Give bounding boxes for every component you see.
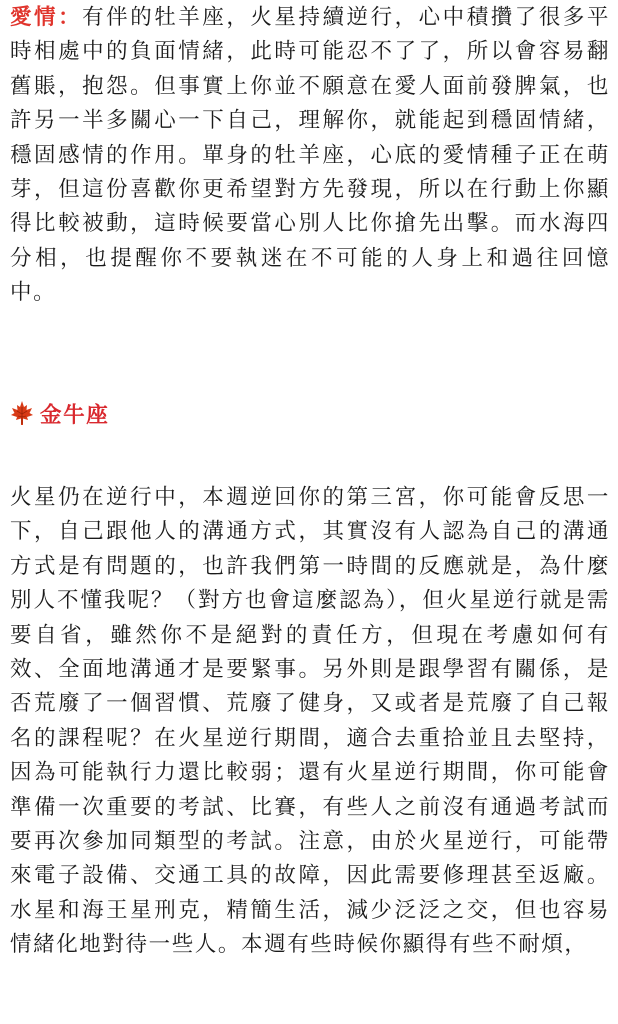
taurus-section-header xyxy=(8,393,109,433)
love-text: 有伴的牡羊座，火星持續逆行，心中積攢了很多平時相處中的負面情緒，此時可能忍不了了，所以會容易翻舊賬，抱怨。但事實上你並不願意在愛人面前發脾氣，也許另一半多關心一下自己，理解你，就能起到穩固情緒，穩固感情的作用。單身的牡羊座，心底的愛情種子正在萌芽，但這份喜歡你更希望對方先發現，所以在行動上你顯得比較被動，這時候要當心別人比你搶先出擊。而水海四分相，也提醒你不要執迷在不可能的人身上和過往回憶中。 xyxy=(10,5,611,306)
love-paragraph xyxy=(10,1,610,311)
maple-leaf-icon xyxy=(8,399,36,427)
taurus-paragraph: 火星仍在逆行中，本週逆回你的第三宮，你可能會反思一下，自己跟他人的溝通方式，其實沒有人認為自己的溝通方式是有問題的，也許我們第一時間的反應就是，為什麼別人不懂我呢？（對方也會這麼認為），但火星逆行就是需要自省，雖然你不是絕對的責任方，但現在考慮如何有效、全面地溝通才是要緊事。另外則是跟學習有關係，是否荒廢了一個習慣、荒廢了健身，又或者是荒廢了自己報名的課程呢？在火星逆行期間，適合去重拾並且去堅持，因為可能執行力還比較弱；還有火星逆行期間，你可能會準備一次重要的考試、比賽，有些人之前沒有通過考試而要再次參加同類型的考試。注意，由於火星逆行，可能帶來電子設備、交通工具的故障，因此需要修理甚至返廠。水星和海王星刑克，精簡生活，減少泛泛之交，但也容易情緒化地對待一些人。本週有些時候你顯得有些不耐煩， xyxy=(10,485,610,958)
love-label: 愛情： xyxy=(10,5,83,30)
section-title: 金牛座 xyxy=(40,402,110,428)
